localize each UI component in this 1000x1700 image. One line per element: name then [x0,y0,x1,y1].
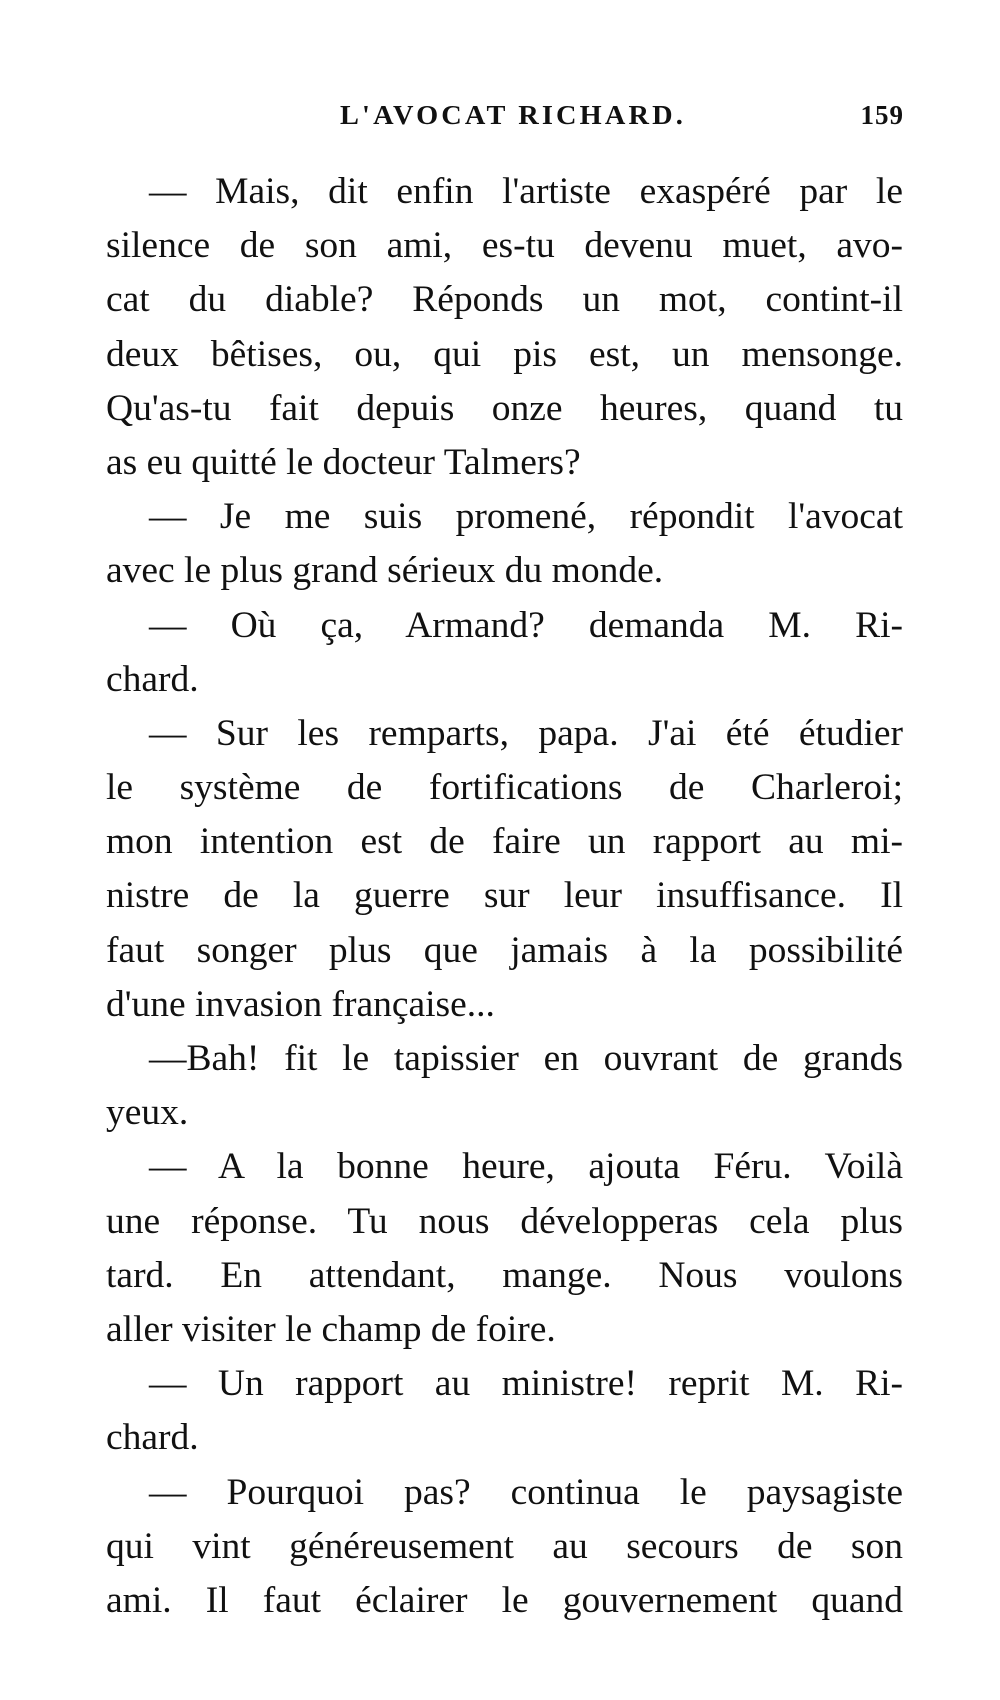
text-line: une réponse. Tu nous développeras cela plus [106,1200,903,1242]
page-number: 159 [860,100,904,130]
text-line: — Sur les remparts, papa. J'ai été étudier [149,712,903,754]
body-text [106,165,903,1628]
text-line: chard. [106,1417,199,1459]
text-line: le système de fortifications de Charleroi; [106,767,903,809]
text-line: deux bêtises, ou, qui pis est, un mensonge. [106,333,903,375]
text-line: — Pourquoi pas? continua le paysagiste [149,1471,903,1513]
text-line: cat du diable? Réponds un mot, contint-il [106,279,903,321]
running-title: L'AVOCAT RICHARD. [340,100,686,130]
text-line: aller visiter le champ de foire. [106,1308,556,1350]
text-line: chard. [106,658,199,700]
text-line: —Bah! fit le tapissier en ouvrant de grands [149,1038,903,1079]
text-line: — Où ça, Armand? demanda M. Ri- [149,604,903,646]
text-line: — Je me suis promené, répondit l'avocat [149,496,903,538]
text-line: avec le plus grand sérieux du monde. [106,550,664,592]
text-line: qui vint généreusement au secours de son [106,1525,903,1567]
text-line: — Mais, dit enfin l'artiste exaspéré par le [149,171,903,212]
page-header [104,100,904,140]
text-line: mon intention est de faire un rapport au mi- [106,821,903,863]
text-line: Qu'as-tu fait depuis onze heures, quand tu [106,387,903,429]
text-line: d'une invasion française... [106,983,495,1025]
text-line: faut songer plus que jamais à la possibilité [106,929,903,971]
text-line: silence de son ami, es-tu devenu muet, avo- [106,225,903,267]
text-line: as eu quitté le docteur Talmers? [106,441,581,483]
text-line: yeux. [106,1092,189,1134]
text-line: tard. En attendant, mange. Nous voulons [106,1254,903,1296]
text-line: — A la bonne heure, ajouta Féru. Voilà [149,1146,903,1188]
text-line: — Un rapport au ministre! reprit M. Ri- [149,1363,903,1405]
text-line: nistre de la guerre sur leur insuffisance. Il [106,875,903,917]
text-line: ami. Il faut éclairer le gouvernement quand [106,1579,903,1621]
